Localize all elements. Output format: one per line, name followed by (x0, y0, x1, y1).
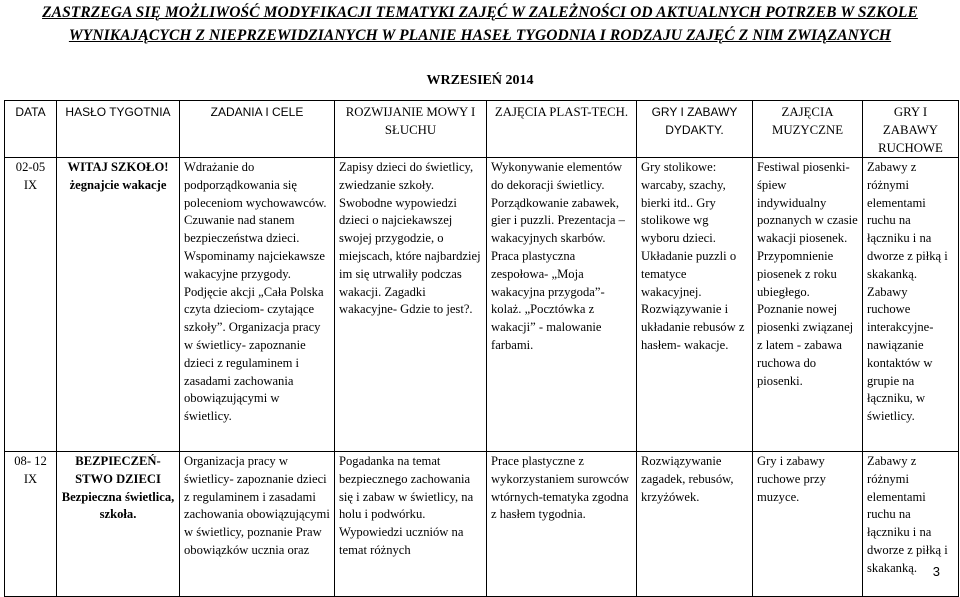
motto-title: BEZPIECZEŃ-STWO DZIECI (75, 454, 161, 486)
table-header-row (5, 101, 959, 158)
disclaimer-line-2: WYNIKAJĄCYCH Z NIEPRZEWIDZIANYCH W PLANIE HASEŁ TYGODNIA I RODZAJU ZAJĘĆ Z NIM ZWIĄZANYCH (68, 27, 892, 44)
didactic-games-cell: Gry stolikowe: warcaby, szachy, bierki itd.. Gry stolikowe wg wyboru dzieci. Układanie puzzli o tematyce wakacyjnej. Rozwiązywanie i układanie rebusów z hasłem- wakacje. (637, 158, 753, 452)
column-header-art: ZAJĘCIA PLAST-TECH. (487, 101, 637, 158)
month-heading: WRZESIEŃ 2014 (426, 73, 534, 88)
column-header-music: ZAJĘCIA MUZYCZNE (753, 101, 863, 158)
didactic-games-cell: Rozwiązywanie zagadek, rebusów, krzyżówek. (637, 452, 753, 597)
table-row (5, 452, 959, 597)
motto-subtitle: żegnajcie wakacje (69, 177, 167, 192)
column-header-didactic-games: GRY I ZABAWY DYDAKTY. (637, 101, 753, 158)
speech-cell: Pogadanka na temat bezpiecznego zachowania się i zabaw w świetlicy, na holu i podwórku. Wypowiedzi uczniów na temat różnych (335, 452, 487, 597)
date-cell: 08- 12 IX (5, 452, 57, 597)
weekly-plan-table (4, 100, 959, 597)
date-cell: 02-05 IX (5, 158, 57, 452)
motto-subtitle: Bezpieczna świetlica, szkoła. (61, 489, 175, 522)
column-header-tasks: ZADANIA I CELE (180, 101, 335, 158)
art-cell: Wykonywanie elementów do dekoracji świetlicy. Porządkowanie zabawek, gier i puzzli. Prezentacja – wakacyjnych skarbów. Praca plastyczna zespołowa- „Moja wakacyjna przygoda”- kolaż. „Pocztówka z wakacji” - malowanie farbami. (487, 158, 637, 452)
column-header-speech: ROZWIJANIE MOWY I SŁUCHU (335, 101, 487, 158)
motto-cell (57, 452, 180, 597)
column-header-motto: HASŁO TYGOTNIA (57, 101, 180, 158)
music-cell: Gry i zabawy ruchowe przy muzyce. (753, 452, 863, 597)
column-header-date: DATA (5, 101, 57, 158)
motto-title: WITAJ SZKOŁO! (67, 160, 169, 174)
art-cell: Prace plastyczne z wykorzystaniem surowców wtórnych-tematyka zgodna z hasłem tygodnia. (487, 452, 637, 597)
music-cell: Festiwal piosenki- śpiew indywidualny poznanych w czasie wakacji piosenek. Przypomnienie piosenek z roku ubiegłego. Poznanie nowej piosenki związanej z latem - zabawa ruchowa do piosenki. (753, 158, 863, 452)
column-header-movement-games: GRY I ZABAWY RUCHOWE (863, 101, 959, 158)
page-number: 3 (932, 564, 940, 579)
disclaimer-line-1: ZASTRZEGA SIĘ MOŻLIWOŚĆ MODYFIKACJI TEMATYKI ZAJĘĆ W ZALEŻNOŚCI OD AKTUALNYCH POTRZEB W SZKOLE (42, 4, 918, 21)
table-row (5, 158, 959, 452)
movement-games-cell: Zabawy z różnymi elementami ruchu na łączniku i na dworze z piłką i skakanką. (863, 452, 959, 597)
tasks-cell: Wdrażanie do podporządkowania się poleceniom wychowawców. Czuwanie nad stanem bezpieczeństwa dzieci. Wspominamy najciekawsze wakacyjne przygody. Podjęcie akcji „Cała Polska czyta dzieciom- czytające szkoły”. Organizacja pracy w świetlicy- zapoznanie dzieci z regulaminem i zasadami zachowania obowiązującymi w świetlicy. (180, 158, 335, 452)
motto-cell (57, 158, 180, 452)
movement-games-cell: Zabawy z różnymi elementami ruchu na łączniku i na dworze z piłką i skakanką. Zabawy ruchowe interakcyjne- nawiązanie kontaktów w grupie na łączniku, w świetlicy. (863, 158, 959, 452)
tasks-cell: Organizacja pracy w świetlicy- zapoznanie dzieci z regulaminem i zasadami zachowania obowiązującymi w świetlicy, poznanie Praw obowiązków ucznia oraz (180, 452, 335, 597)
speech-cell: Zapisy dzieci do świetlicy, zwiedzanie szkoły. Swobodne wypowiedzi dzieci o najciekawszej swojej przygodzie, o miejscach, które najbardziej im się utrwaliły podczas wakacji. Zagadki wakacyjne- Gdzie to jest?. (335, 158, 487, 452)
